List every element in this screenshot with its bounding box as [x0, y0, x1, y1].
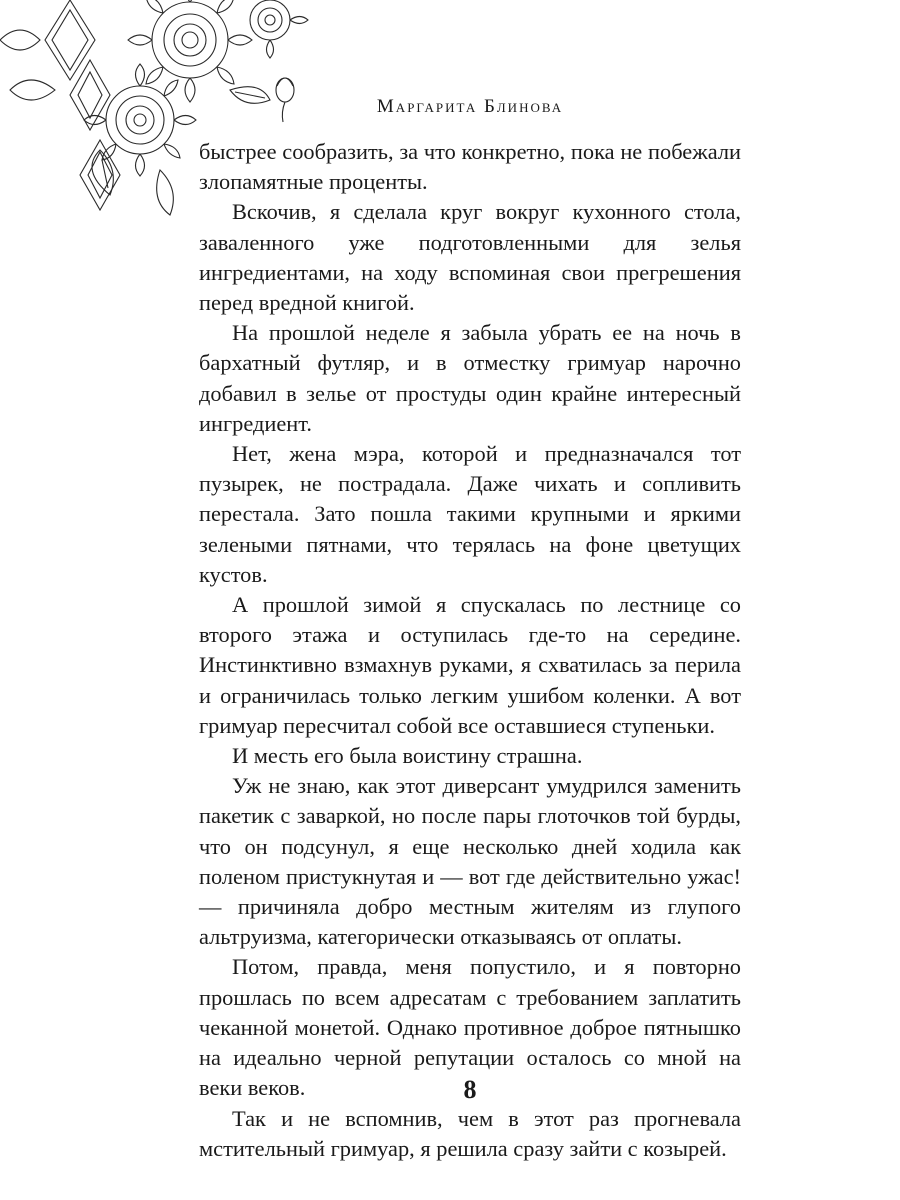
paragraph: Потом, правда, меня попустило, и я повторно прошлась по всем адресатам с требованием заплатить чеканной монетой. Однако противное доброе пятнышко на идеально черной репутации осталось со мной на веки веков. — [199, 954, 741, 1101]
page-number: 8 — [463, 1075, 477, 1104]
paragraph: Уж не знаю, как этот диверсант умудрился заменить пакетик с заваркой, но после пары глоточков той бурды, что он подсунул, я еще несколько дней ходила как поленом пристукнутая и — вот где действительно ужас! — причиняла добро местным жителям из глупого альтруизма, категорически отказываясь от оплаты. — [199, 773, 741, 950]
running-header-author: Маргарита Блинова — [376, 96, 564, 117]
body-text — [199, 137, 741, 1164]
paragraph: На прошлой неделе я забыла убрать ее на ночь в бархатный футляр, и в отместку гримуар нарочно добавил в зелье от простуды один крайне интересный ингредиент. — [199, 320, 741, 436]
paragraph: Нет, жена мэра, которой и предназначался тот пузырек, не пострадала. Даже чихать и сопливить перестала. Зато пошла такими крупными и яркими зелеными пятнами, что терялась на фоне цветущих кустов. — [199, 441, 741, 587]
paragraph: И месть его была воистину страшна. — [232, 743, 583, 769]
paragraph: быстрее сообразить, за что конкретно, пока не побежали злопамятные проценты. — [199, 139, 741, 195]
paragraph: Вскочив, я сделала круг вокруг кухонного стола, заваленного уже подготовленными для зелья ингредиентами, на ходу вспоминая свои прегрешения перед вредной книгой. — [199, 199, 741, 316]
paragraph: Так и не вспомнив, чем в этот раз прогневала мстительный гримуар, я решила сразу зайти с козырей. — [199, 1105, 741, 1161]
paragraph: А прошлой зимой я спускалась по лестнице со второго этажа и оступилась где-то на середине. Инстинктивно взмахнув руками, я схватилась за перила и ограничилась только легким ушибом коленки. А вот гримуар пересчитал собой все оставшиеся ступеньки. — [199, 592, 741, 738]
